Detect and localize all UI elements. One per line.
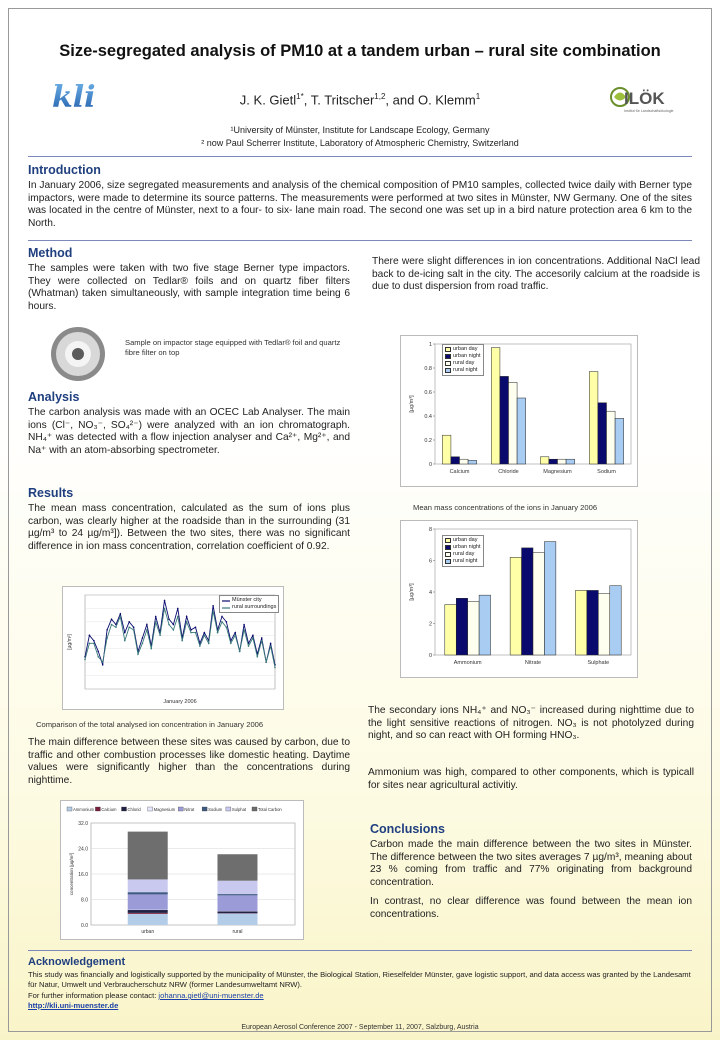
ion-bar-chart-2-svg: [401, 521, 637, 677]
line-point: [270, 643, 272, 645]
right-text-2: The secondary ions NH₄⁺ and NO₃⁻ increased during nighttime due to the light sensitive reactions of nitrogen. NO₃ is not photolyzed during night, and so can react with OH forming HNO₃.: [368, 705, 694, 742]
stack-legend-swatch: [226, 807, 231, 811]
results-text: The mean mass concentration, calculated as the sum of ions plus carbon, was clearly higher at the roadside than in the surrounding (31 µg/m³ to 24 µg/m³]). Between the two sites, there was no significant difference in ion mass concentration, correlation coefficient of 0.92.: [28, 503, 350, 552]
bar1-bar: [615, 418, 624, 464]
author-2-sup: 1,2: [374, 92, 386, 101]
line-point: [159, 634, 161, 636]
line-point: [146, 629, 148, 631]
ilok-logo-subtext: Institut für Landschaftsökologie: [624, 109, 674, 113]
contact-line: [28, 991, 692, 1001]
stack-legend-label: Ammonium: [73, 807, 95, 812]
bar1-ytick-label: 0.6: [424, 390, 432, 396]
line-point: [270, 645, 272, 647]
line-point: [204, 634, 206, 636]
stack-xtick-label: urban: [141, 929, 155, 935]
bar1-legend: [442, 344, 484, 376]
ion-line-chart: [62, 586, 284, 710]
footer: European Aerosol Conference 2007 - September 11, 2007, Salzburg, Austria: [241, 1024, 479, 1031]
bar2-legend-2: rural day: [453, 551, 475, 557]
line-point: [93, 640, 95, 642]
line-point: [221, 616, 223, 618]
stack-xtick-label: rural: [232, 929, 243, 935]
introduction-heading: Introduction: [28, 163, 101, 177]
line-ylabel: [µg/m³]: [67, 634, 73, 650]
bar2-legend: [442, 535, 484, 567]
ion-bar-chart-2: [400, 520, 638, 678]
stack-legend-label: Chlorid: [127, 807, 141, 812]
divider-bottom: [28, 950, 692, 951]
bar1-legend-0: urban day: [453, 346, 478, 352]
stack-legend-label: Nitrat: [184, 807, 195, 812]
stack-ytick-label: 16.0: [78, 872, 88, 878]
stack-segment: [128, 910, 168, 913]
line-point: [124, 640, 126, 642]
line-point: [164, 600, 166, 602]
bar1-bar: [517, 398, 526, 464]
bar2-bar: [587, 590, 598, 655]
line-point: [164, 608, 166, 610]
analysis-text: The carbon analysis was made with an OCEC Lab Analyser. The main ions (Cl⁻, NO₃⁻, SO₄²⁻) were analyzed with an ion chromatograph. NH₄⁺ was detected with a flow injection analyser and Ca²⁺, Mg²⁺, and Na⁺ with an atom-absorbing spectrometer.: [28, 407, 350, 456]
author-sep-2: , and: [385, 92, 418, 108]
divider-top: [28, 156, 692, 157]
bar1-bar: [451, 457, 460, 464]
bar2-bar: [479, 595, 490, 655]
bar2-bar: [510, 557, 521, 655]
svg-text:kli: kli: [52, 80, 96, 115]
stack-segment: [217, 911, 257, 913]
conclusions-text-2: In contrast, no clear difference was found between the mean ion concentrations.: [370, 896, 692, 920]
line-point: [168, 618, 170, 620]
stack-ytick-label: 32.0: [78, 821, 88, 827]
stack-legend-swatch: [252, 807, 257, 811]
line-point: [226, 621, 228, 623]
bar2-bar: [445, 605, 456, 655]
impactor-sample-photo: [38, 325, 118, 383]
bar1-ytick-label: 1: [428, 342, 432, 348]
line-point: [257, 656, 259, 658]
line-point: [137, 653, 139, 655]
bar2-bar: [610, 586, 621, 655]
bar2-bar: [598, 594, 609, 655]
stack-legend-swatch: [95, 807, 100, 811]
line-point: [195, 626, 197, 628]
bar1-xtick-label: Calcium: [449, 469, 470, 475]
line-point: [97, 656, 99, 658]
bar2-legend-0: urban day: [453, 537, 478, 543]
line-point: [133, 629, 135, 631]
author-3: O. Klemm: [417, 92, 476, 108]
author-1-sup: 1*: [296, 92, 304, 101]
author-3-sup: 1: [475, 92, 481, 101]
stack-legend-label: Total Carbon: [258, 807, 282, 812]
contact-email-link[interactable]: johanna.gietl@uni-muenster.de: [158, 991, 264, 1000]
line-point: [146, 624, 148, 626]
bar2-ylabel: [µg/m³]: [409, 583, 415, 601]
line-point: [177, 616, 179, 618]
bar2-ytick-label: 4: [428, 590, 432, 596]
line-point: [102, 664, 104, 666]
bar2-bar: [575, 590, 586, 655]
line-point: [177, 608, 179, 610]
bar2-xtick-label: Ammonium: [453, 660, 482, 666]
bar1-xtick-label: Magnesium: [543, 469, 572, 475]
line-point: [212, 605, 214, 607]
contact-prefix: For further information please contact:: [28, 991, 159, 1000]
stack-segment: [217, 894, 257, 895]
line-point: [84, 659, 86, 661]
line-point: [173, 629, 175, 631]
line-point: [155, 616, 157, 618]
bar2-bar: [468, 601, 479, 655]
stacked-bar-chart: [60, 800, 304, 940]
line-point: [243, 629, 245, 631]
line-point: [265, 661, 267, 663]
stack-segment: [217, 895, 257, 911]
line-point: [181, 640, 183, 642]
bar1-bar: [598, 403, 607, 464]
divider-intro: [28, 240, 692, 241]
affiliation-1: ¹University of Münster, Institute for Landscape Ecology, Germany: [230, 125, 490, 135]
line-point: [226, 626, 228, 628]
line-point: [208, 643, 210, 645]
line-point: [248, 645, 250, 647]
acknowledgement-heading: Acknowledgement: [28, 956, 126, 968]
stack-legend-label: Magnesium: [153, 807, 176, 812]
results-heading: Results: [28, 486, 74, 500]
line-point: [102, 661, 104, 663]
line-point: [274, 667, 276, 669]
bar1-bar: [491, 348, 500, 464]
bar1-bar: [509, 382, 518, 464]
stack-ytick-label: 0.0: [81, 923, 88, 929]
introduction-text: In January 2006, size segregated measurements and analysis of the chemical composition of PM10 samples, collected twice daily with Berner type impactors, were made to determine its source patterns. The measurements were performed at two sites in Münster, NW Germany. One of the sites was located in the centre of Münster, next to a four- to six- lane main road. The second one was set up in a bird nature protection area 6 km to the North.: [28, 180, 692, 229]
bar1-caption: Mean mass concentrations of the ions in January 2006: [413, 503, 598, 512]
stack-segment: [128, 832, 168, 880]
line-point: [93, 643, 95, 645]
line-point: [199, 645, 201, 647]
conclusions-text-1: Carbon made the main difference between the two sites in Münster. The difference between the two sites averages 7 µg/m³, meaning about 23 % coming from traffic and 77% originating from background concentration.: [370, 839, 692, 888]
line-point: [234, 632, 236, 634]
bar1-ytick-label: 0: [428, 462, 432, 468]
bar1-ytick-label: 0.2: [424, 438, 432, 444]
analysis-heading: Analysis: [28, 390, 80, 404]
stack-legend-label: Sodium: [208, 807, 223, 812]
stack-segment: [128, 914, 168, 925]
stack-segment: [128, 879, 168, 892]
line-point: [186, 621, 188, 623]
stack-segment: [217, 854, 257, 880]
line-point: [124, 632, 126, 634]
bar1-bar: [558, 459, 567, 464]
stack-segment: [128, 894, 168, 909]
line-point: [150, 648, 152, 650]
bar2-ytick-label: 6: [428, 558, 432, 565]
bar2-ytick-label: 8: [428, 527, 432, 533]
line-legend-city: Münster city: [232, 597, 262, 603]
line-point: [120, 616, 122, 618]
line-chart-caption: Comparison of the total analysed ion concentration in January 2006: [36, 720, 264, 729]
line-legend-rural: rural surroundings: [232, 604, 277, 610]
line-point: [89, 634, 91, 636]
line-point: [173, 624, 175, 626]
author-1: J. K. Gietl: [239, 92, 297, 108]
line-point: [221, 621, 223, 623]
line-point: [155, 621, 157, 623]
bar2-bar: [544, 542, 555, 655]
affiliation-2: ² now Paul Scherrer Institute, Laboratory of Atmospheric Chemistry, Switzerland: [201, 138, 519, 148]
bar1-bar: [607, 411, 616, 464]
line-point: [89, 643, 91, 645]
line-point: [142, 643, 144, 645]
method-text: The samples were taken with two five stage Berner type impactors. They were collected on Tedlar® foils and on quartz fiber filters (Whatman) taken simultaneously, with sample integration time being 6 hours.: [28, 263, 350, 312]
line-point: [239, 651, 241, 653]
line-xlabel: January 2006: [163, 699, 197, 705]
line-point: [111, 624, 113, 626]
stack-legend-label: Calcium: [101, 807, 117, 812]
line-point: [204, 632, 206, 634]
photo-caption: Sample on impactor stage equipped with Tedlar® foil and quartz fibre filter on top: [125, 338, 341, 357]
stack-legend-label: Sulphat: [231, 807, 247, 812]
bar1-xtick-label: Chloride: [498, 469, 519, 475]
bar1-bar: [566, 459, 575, 464]
poster-title: Size-segregated analysis of PM10 at a tandem urban – rural site combination: [59, 42, 661, 60]
bar1-bar: [460, 459, 469, 464]
bar1-bar: [589, 372, 598, 464]
line-point: [186, 616, 188, 618]
line-point: [190, 632, 192, 634]
line-point: [195, 632, 197, 634]
bar2-bar: [533, 553, 544, 655]
line-point: [111, 618, 113, 620]
line-point: [234, 634, 236, 636]
bar1-bar: [500, 376, 509, 464]
stack-segment: [217, 914, 257, 925]
acknowledgement-text: This study was financially and logistically supported by the municipality of Münster, the Biological Station, Rieselfelder Münster, gave logistic support, and data access was granted by the Landesamt für Natur, Umwelt und Verbraucherschutz NRW (former Landesumweltamt NRW).: [28, 970, 691, 989]
stack-legend-swatch: [67, 807, 72, 811]
line-legend: [219, 595, 279, 613]
stack-ylabel: concentration [µg/m³]: [69, 852, 74, 896]
bar1-ylabel: [µg/m³]: [409, 395, 415, 413]
bar1-xtick-label: Sodium: [597, 469, 616, 475]
bar1-legend-2: rural day: [453, 360, 475, 366]
stack-segment: [128, 892, 168, 894]
line-point: [142, 637, 144, 639]
method-heading: Method: [28, 246, 73, 260]
bar2-ytick-label: 2: [428, 621, 432, 628]
ilok-logo-text: ILÖK: [624, 89, 665, 108]
stack-legend-swatch: [178, 807, 183, 811]
line-point: [252, 637, 254, 639]
line-point: [217, 632, 219, 634]
ion-bar-chart-1-svg: [401, 336, 637, 486]
conclusions-heading: Conclusions: [370, 822, 446, 836]
author-2: T. Tritscher: [310, 92, 375, 108]
ion-bar-chart-1: [400, 335, 638, 487]
line-point: [106, 629, 108, 631]
bar2-bar: [456, 598, 467, 655]
bar1-legend-3: rural night: [453, 367, 478, 373]
line-point: [106, 637, 108, 639]
author-sep-1: ,: [303, 92, 311, 108]
kli-logo: [48, 75, 96, 115]
bar2-legend-3: rural night: [453, 558, 478, 564]
line-point: [261, 640, 263, 642]
bar2-bar: [522, 548, 533, 655]
stack-legend-swatch: [202, 807, 207, 811]
bar1-ytick-label: 0.8: [424, 366, 432, 372]
bar2-legend-1: urban night: [453, 544, 481, 550]
stack-ytick-label: 8.0: [81, 897, 88, 904]
line-point: [128, 626, 130, 628]
authors: [100, 92, 620, 107]
stack-ytick-label: 24.0: [78, 846, 88, 853]
line-point: [120, 613, 122, 615]
stack-segment: [217, 881, 257, 894]
bar2-xtick-label: Nitrate: [524, 660, 542, 666]
stack-segment: [128, 913, 168, 914]
line-point: [243, 624, 245, 626]
acknowledgement-block: [28, 970, 692, 1011]
line-point: [212, 610, 214, 612]
bar1-ytick-label: 0.4: [424, 414, 432, 420]
line-point: [168, 624, 170, 626]
bar1-bar: [442, 435, 451, 464]
bar1-bar: [549, 459, 558, 464]
right-text-3: Ammonium was high, compared to other components, which is typicall for sites near agricultural activitiy.: [368, 767, 694, 791]
website-link[interactable]: http://kli.uni-muenster.de: [28, 1001, 119, 1010]
stacked-bar-chart-svg: [61, 801, 303, 939]
line-point: [97, 651, 99, 653]
right-text-1: There were slight differences in ion concentrations. Additional NaCl lead back to de-icing salt in the city. The accesorily calcium at the roadside is due to dust dispersion from road traffic.: [372, 256, 700, 293]
bar2-ytick-label: 0: [428, 653, 432, 659]
bar1-bar: [468, 460, 477, 464]
bar1-legend-1: urban night: [453, 353, 481, 359]
line-point: [128, 621, 130, 623]
line-point: [261, 637, 263, 639]
line-point: [133, 626, 135, 628]
bar1-bar: [540, 457, 549, 464]
line-point: [115, 626, 117, 628]
bar2-xtick-label: Sulphate: [587, 660, 610, 666]
line-point: [252, 634, 254, 636]
line-point: [230, 643, 232, 645]
stack-legend-swatch: [122, 807, 127, 811]
stack-legend-swatch: [148, 807, 153, 811]
results-text-2: The main difference between these sites was caused by carbon, due to traffic and other combustion processes like domestic heating. Daytime values were significantly higher than the concentrations during nighttime.: [28, 737, 350, 786]
